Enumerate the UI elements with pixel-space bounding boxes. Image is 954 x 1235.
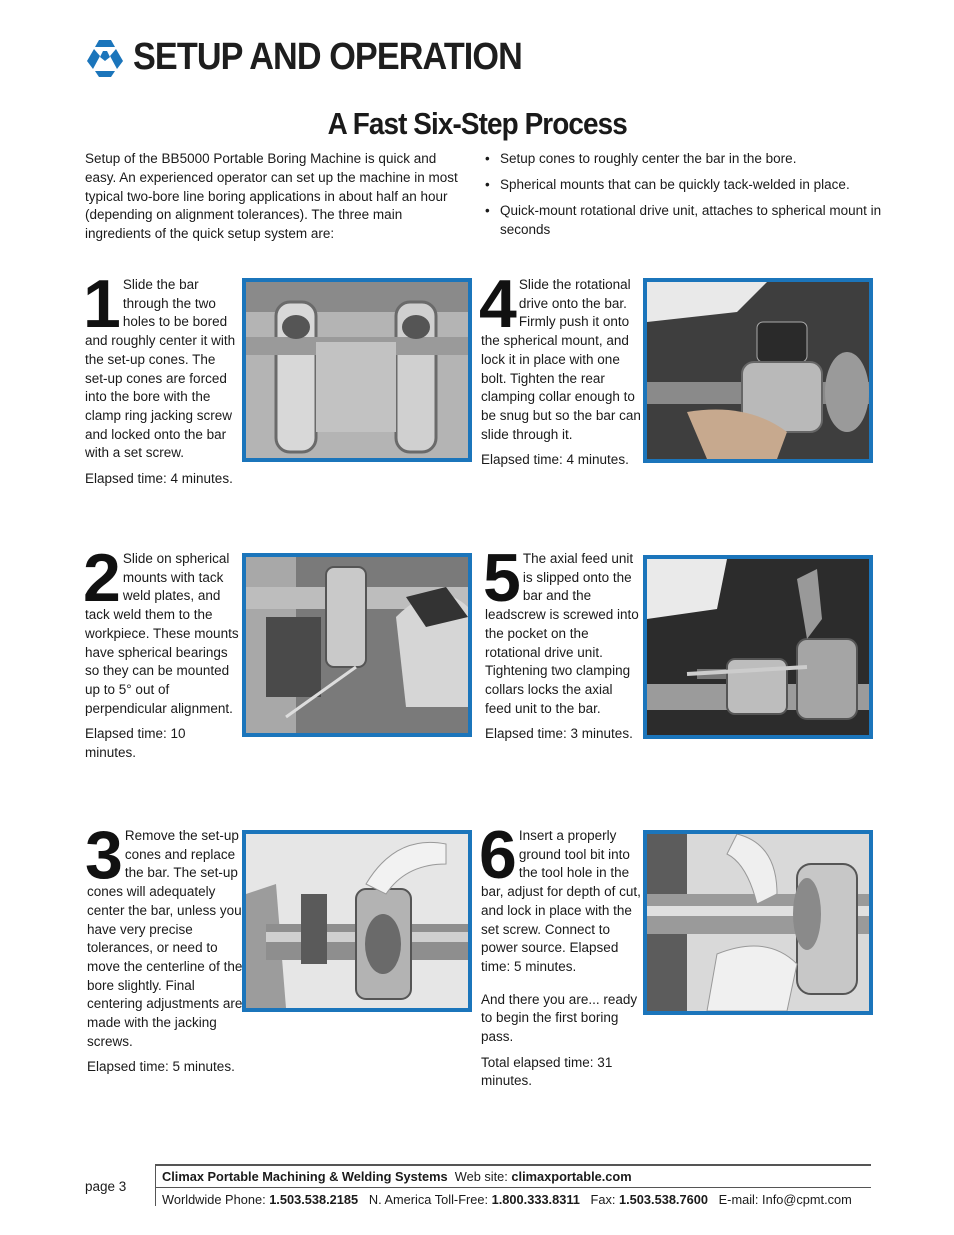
step-6-photo (643, 830, 873, 1015)
step-4-photo (643, 278, 873, 463)
page-title: SETUP AND OPERATION (133, 36, 522, 78)
step-3-photo (242, 830, 472, 1012)
step-4 (479, 266, 641, 470)
elapsed-time: Elapsed time: 4 minutes. (481, 452, 629, 468)
step-number: 1 (83, 266, 121, 342)
step-number: 6 (479, 817, 517, 893)
step-text: The axial feed unit is slipped onto the bar and the leadscrew is screwed into the pocket on the rotational drive unit. Tightening two clamping collars locks the axial feed unit to the bar. (485, 551, 639, 716)
email-link[interactable]: Info@cpmt.com (762, 1192, 852, 1207)
tollfree-number: 1.800.333.8311 (491, 1192, 580, 1207)
step-text: Slide the rotational drive onto the bar. Firmly push it onto the spherical mount, and lock it in place with one bolt. Tighten the rear clamping collar enough to be snug but so the bar can slide through it. (481, 277, 641, 442)
company-logo-icon (85, 38, 125, 78)
elapsed-time: Elapsed time: 10 minutes. (85, 726, 186, 761)
step-1-photo (242, 278, 472, 462)
ingredients-list (485, 150, 885, 247)
section-subtitle: A Fast Six-Step Process (327, 106, 627, 141)
step-6-conclusion: And there you are... ready to begin the first boring pass. (481, 991, 638, 1045)
step-3 (85, 817, 245, 1077)
step-number: 5 (483, 540, 521, 616)
step-text: Slide on spherical mounts with tack weld plates, and tack weld them to the workpiece. These mounts have spherical bearings so they can be mounted up to 5° out of perpendicular alignment. (85, 551, 239, 716)
step-number: 3 (85, 817, 123, 893)
phone-number: 1.503.538.2185 (269, 1192, 359, 1207)
elapsed-time: Elapsed time: 4 minutes. (85, 471, 233, 487)
company-name: Climax Portable Machining & Welding Systems (162, 1169, 448, 1184)
footer-company-line: Climax Portable Machining & Welding Systems Web site: climaxportable.com (162, 1169, 632, 1184)
step-number: 4 (479, 266, 517, 342)
footer-top-rule (155, 1164, 871, 1166)
footer-mid-rule (155, 1187, 871, 1188)
fax-number: 1.503.538.7600 (619, 1192, 708, 1207)
step-5-photo (643, 555, 873, 739)
list-item: • Quick-mount rotational drive unit, attaches to spherical mount in seconds (485, 202, 885, 239)
step-number: 2 (83, 540, 121, 616)
step-6 (479, 817, 641, 1091)
step-text: Slide the bar through the two holes to be bored and roughly center it with the set-up cones. The set-up cones are forced into the bore with the clamp ring jacking screw and locked onto the bar with a set screw. (85, 277, 236, 461)
step-2-photo (242, 553, 472, 737)
list-item: • Setup cones to roughly center the bar in the bore. (485, 150, 885, 169)
elapsed-time: Elapsed time: 5 minutes. (87, 1059, 235, 1075)
elapsed-time: Total elapsed time: 31 minutes. (481, 1054, 613, 1089)
footer-contact-line: Worldwide Phone: 1.503.538.2185 N. America Toll-Free: 1.800.333.8311 Fax: 1.503.538.7600 E-mail: Info@cpmt.com (162, 1192, 852, 1207)
step-5 (483, 540, 640, 744)
website-link[interactable]: climaxportable.com (511, 1169, 632, 1184)
footer-divider (155, 1164, 156, 1206)
elapsed-time: Elapsed time: 3 minutes. (485, 726, 633, 742)
step-text: Remove the set-up cones and replace the bar. The set-up cones will adequately center the bar, unless you have very precise tolerances, or need to move the centerline of the bore slightly. Final centering adjustments are made with the jacking screws. (87, 828, 243, 1049)
list-item: • Spherical mounts that can be quickly tack-welded in place. (485, 176, 885, 195)
page-number: page 3 (85, 1179, 127, 1194)
step-text: Insert a properly ground tool bit into the tool hole in the bar, adjust for depth of cut, and lock in place with the set screw. Connect to power source. Elapsed time: 5 minutes. (481, 828, 641, 974)
step-2 (83, 540, 240, 763)
intro-paragraph: Setup of the BB5000 Portable Boring Machine is quick and easy. An experienced operator can set up the machine in most typical two-bore line boring applications in about half an hour (depending on alignment tolerances). The three main ingredients of the quick setup system are: (85, 151, 458, 242)
step-1 (83, 266, 237, 489)
